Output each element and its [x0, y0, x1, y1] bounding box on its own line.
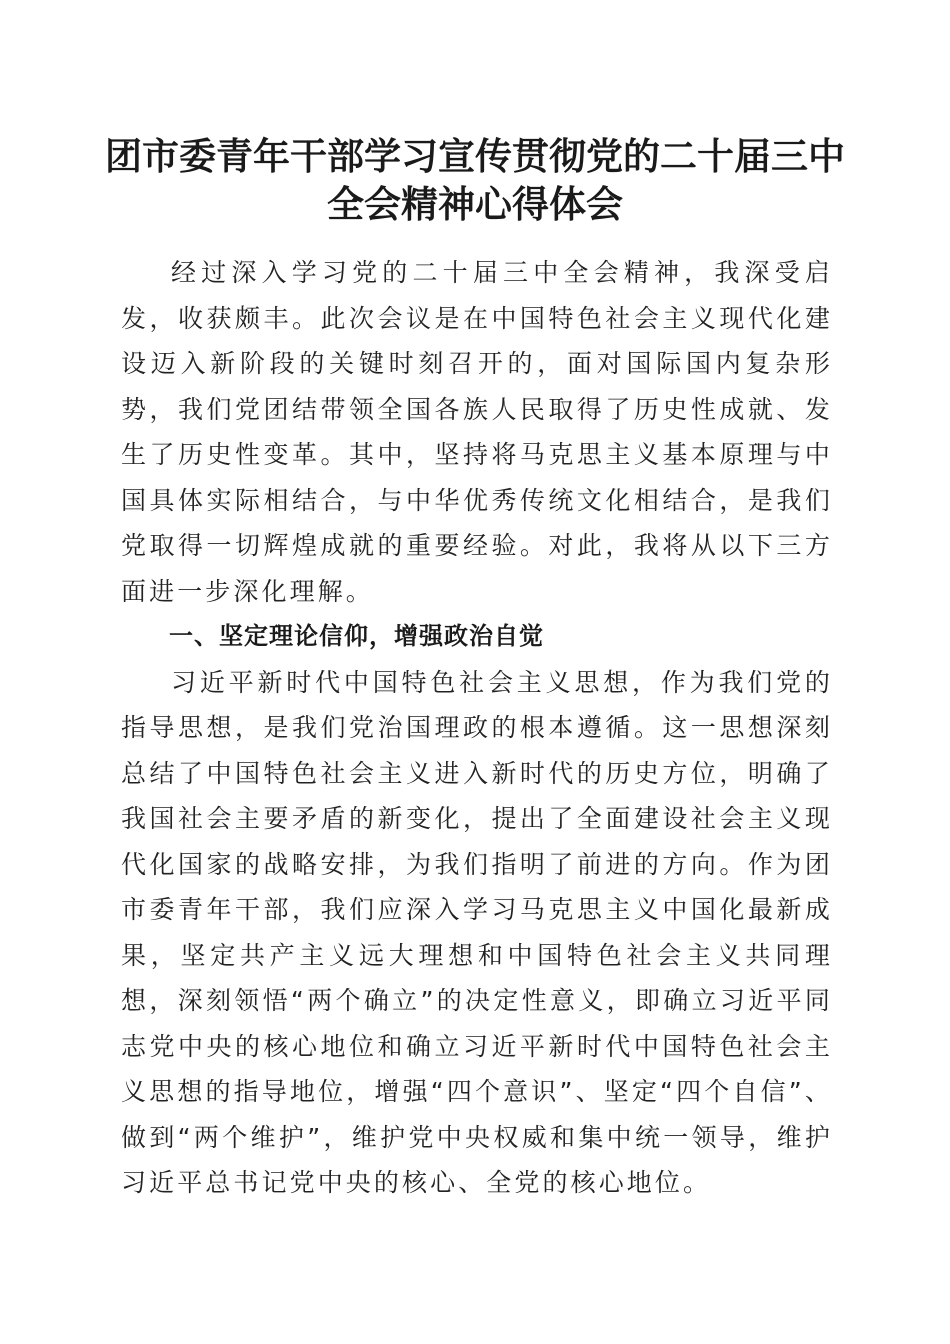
section-heading-1: 一、坚定理论信仰，增强政治自觉: [169, 622, 544, 650]
title-line-2: 全会精神心得体会: [327, 182, 623, 226]
paragraph-section-1: 习近平新时代中国特色社会主义思想，作为我们党的指导思想，是我们党治国理政的根本遵循。这一思想深刻总结了中国特色社会主义进入新时代的历史方位，明确了我国社会主要矛盾的新变化，提出了全面建设社会主义现代化国家的战略安排，为我们指明了前进的方向。作为团市委青年干部，我们应深入学习马克思主义中国化最新成果，坚定共产主义远大理想和中国特色社会主义共同理想，深刻领悟“两个确立”的决定性意义，即确立习近平同志党中央的核心地位和确立习近平新时代中国特色社会主义思想的指导地位，增强“四个意识”、坚定“四个自信”、做到“两个维护”，维护党中央权威和集中统一领导，维护习近平总书记党中央的核心、全党的核心地位。: [121, 667, 833, 1197]
paragraph-intro: 经过深入学习党的二十届三中全会精神，我深受启发，收获颇丰。此次会议是在中国特色社会主义现代化建设迈入新阶段的关键时刻召开的，面对国际国内复杂形势，我们党团结带领全国各族人民取得了历史性成就、发生了历史性变革。其中，坚持将马克思主义基本原理与中国具体实际相结合，与中华优秀传统文化相结合，是我们党取得一切辉煌成就的重要经验。对此，我将从以下三方面进一步深化理解。: [121, 258, 833, 606]
document-title: [100, 132, 850, 228]
document-body: [121, 250, 833, 1206]
title-line-1: 团市委青年干部学习宣传贯彻党的二十届三中: [105, 134, 845, 178]
